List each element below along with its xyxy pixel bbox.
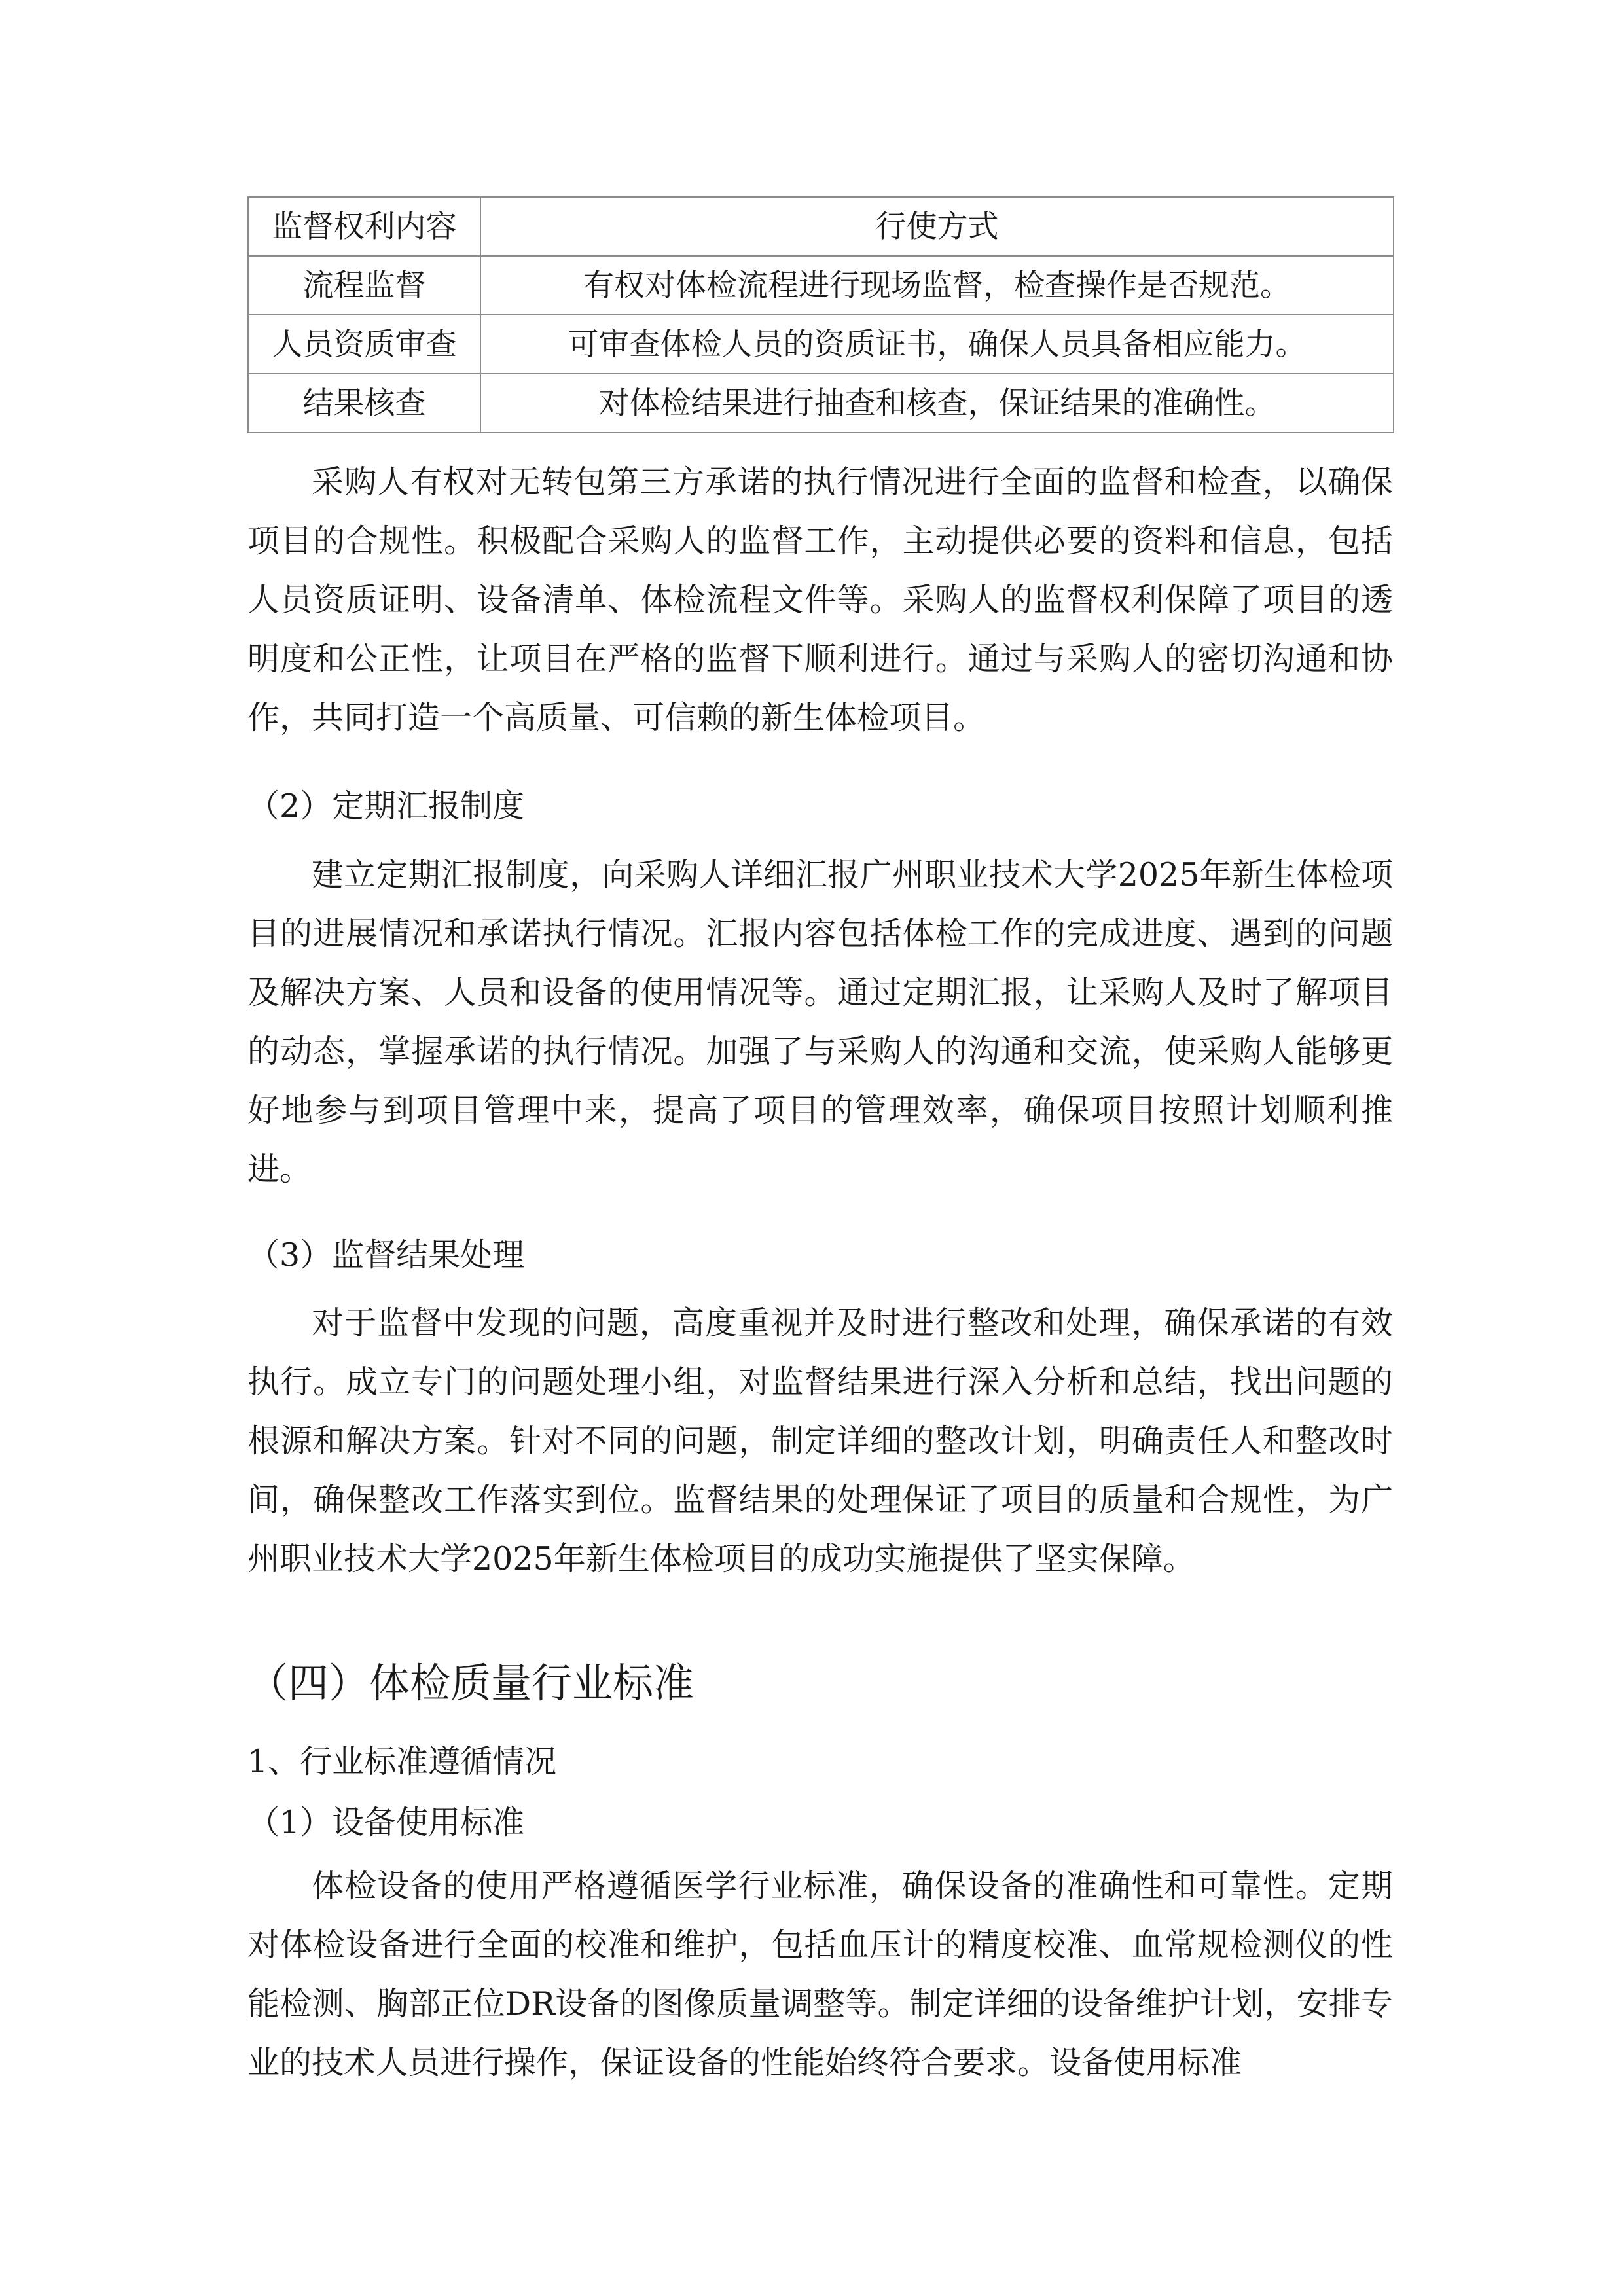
table-cell: 人员资质审查 — [248, 315, 480, 374]
table-header-cell: 行使方式 — [480, 197, 1394, 256]
table-row — [248, 315, 1394, 374]
table-row — [248, 256, 1394, 315]
paragraph-equipment-standard: 体检设备的使用严格遵循医学行业标准，确保设备的准确性和可靠性。定期对体检设备进行全面的校准和维护，包括血压计的精度校准、血常规检测仪的性能检测、胸部正位DR设备的图像质量调整等。制定详细的设备维护计划，安排专业的技术人员进行操作，保证设备的性能始终符合要求。设备使用标准 — [247, 1867, 1393, 2081]
table-cell: 可审查体检人员的资质证书，确保人员具备相应能力。 — [480, 315, 1394, 374]
table-cell: 对体检结果进行抽查和核查，保证结果的准确性。 — [480, 374, 1394, 433]
paragraph-supervision: 采购人有权对无转包第三方承诺的执行情况进行全面的监督和检查，以确保项目的合规性。积极配合采购人的监督工作，主动提供必要的资料和信息，包括人员资质证明、设备清单、体检流程文件等。采购人的监督权利保障了项目的透明度和公正性，让项目在严格的监督下顺利进行。通过与采购人的密切沟通和协作，共同打造一个高质量、可信赖的新生体检项目。 — [247, 463, 1393, 736]
table-cell: 结果核查 — [248, 374, 480, 433]
paragraph-supervision-result: 对于监督中发现的问题，高度重视并及时进行整改和处理，确保承诺的有效执行。成立专门的问题处理小组，对监督结果进行深入分析和总结，找出问题的根源和解决方案。针对不同的问题，制定详细的整改计划，明确责任人和整改时间，确保整改工作落实到位。监督结果的处理保证了项目的质量和合规性，为广州职业技术大学2025年新生体检项目的成功实施提供了坚实保障。 — [247, 1304, 1393, 1577]
section-heading-quality-standard: （四）体检质量行业标准 — [247, 1659, 695, 1707]
paragraph-regular-report: 建立定期汇报制度，向采购人详细汇报广州职业技术大学2025年新生体检项目的进展情况和承诺执行情况。汇报内容包括体检工作的完成进度、遇到的问题及解决方案、人员和设备的使用情况等。通过定期汇报，让采购人及时了解项目的动态，掌握承诺的执行情况。加强了与采购人的沟通和交流，使采购人能够更好地参与到项目管理中来，提高了项目的管理效率，确保项目按照计划顺利推进。 — [247, 856, 1393, 1188]
table-cell: 有权对体检流程进行现场监督，检查操作是否规范。 — [480, 256, 1394, 315]
heading-standard-compliance: 1、行业标准遵循情况 — [247, 1743, 557, 1780]
heading-equipment-standard: （1）设备使用标准 — [247, 1804, 525, 1841]
table-cell: 流程监督 — [248, 256, 480, 315]
table-header-cell: 监督权利内容 — [248, 197, 480, 256]
heading-regular-report: （2）定期汇报制度 — [247, 787, 525, 825]
supervision-rights-table — [247, 196, 1394, 433]
heading-supervision-result: （3）监督结果处理 — [247, 1236, 525, 1274]
table-row — [248, 374, 1394, 433]
table-header-row — [248, 197, 1394, 256]
